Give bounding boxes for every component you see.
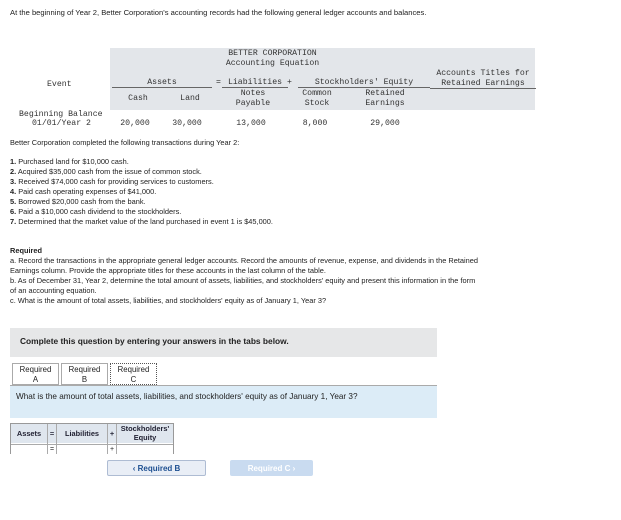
beginning-cash: 20,000 (120, 119, 150, 128)
common-column-header-line2: Stock (304, 99, 330, 108)
notes-column-header-line2: Payable (235, 99, 271, 108)
account-titles-header-line1: Accounts Titles for (436, 69, 530, 78)
column-divider (47, 424, 48, 454)
se-header-line2: Equity (133, 432, 157, 442)
column-divider (56, 424, 57, 454)
stockholders-equity-column-header (117, 424, 173, 443)
chevron-right-icon: › (292, 464, 296, 473)
liabilities-column-header: Liabilities (57, 424, 107, 443)
tab-label-line2: B (81, 375, 88, 384)
required-title: Required (10, 246, 43, 255)
tab-label-line1: Required (117, 365, 150, 374)
list-item: 6. Paid a $10,000 cash dividend to the stockholders. (10, 207, 182, 216)
assets-column-header: Assets (11, 424, 47, 443)
cash-column-header: Cash (128, 94, 148, 103)
next-button-label: Required C (247, 464, 291, 473)
land-column-header: Land (180, 94, 200, 103)
liabilities-header: Liabilities (222, 78, 288, 88)
prev-button-label: Required B (137, 464, 181, 473)
tab-required-b[interactable] (61, 363, 108, 385)
instructions-banner (10, 328, 437, 357)
column-divider (107, 424, 108, 454)
required-a-text: a. Record the transactions in the appropriate general ledger accounts. Record the amounts of revenue, expense, and dividends in the Retained Earnings column. Provide the appropriate titles for these accounts in the last column of the table. (10, 256, 478, 275)
plus-cell: + (109, 446, 115, 453)
required-b-text: b. As of December 31, Year 2, determine the total amount of assets, liabilities, and stockholders' equity and present this information in the form of an accounting equation. (10, 276, 476, 295)
equals-header: = (48, 424, 56, 443)
event-header: Event (47, 80, 72, 89)
tab-required-a[interactable] (12, 363, 59, 385)
plus-header: + (108, 424, 116, 443)
se-cell (117, 444, 173, 454)
tab-label-line1: Required (19, 365, 52, 374)
beginning-common-stock: 8,000 (302, 119, 328, 128)
tab-label-line2: C (130, 375, 137, 384)
list-item: 3. Received $74,000 cash for providing services to customers. (10, 177, 214, 186)
transactions-list (10, 157, 273, 227)
account-titles-header-line2: Retained Earnings (430, 79, 536, 89)
se-header-line1: Stockholders' (120, 424, 170, 433)
chevron-left-icon: ‹ (132, 464, 136, 473)
question-text: What is the amount of total assets, liabilities, and stockholders' equity as of January 1, Year 3? (16, 392, 358, 401)
beginning-notes-payable: 13,000 (236, 119, 266, 128)
required-c-text: c. What is the amount of total assets, liabilities, and stockholders' equity as of January 1, Year 3? (10, 296, 327, 305)
retained-column-header-line1: Retained (365, 89, 405, 98)
list-item: 5. Borrowed $20,000 cash from the bank. (10, 197, 146, 206)
equation-subtitle: Accounting Equation (225, 59, 320, 68)
list-item: 4. Paid cash operating expenses of $41,000. (10, 187, 157, 196)
equals-sign: = (216, 78, 221, 87)
list-item: 2. Acquired $35,000 cash from the issue of common stock. (10, 167, 202, 176)
stockholders-equity-header: Stockholders' Equity (298, 78, 430, 88)
assets-cell (11, 444, 47, 454)
beginning-land: 30,000 (172, 119, 202, 128)
tab-required-c[interactable] (110, 363, 157, 385)
beginning-balance-date: 01/01/Year 2 (32, 119, 91, 128)
intro-text: At the beginning of Year 2, Better Corporation's accounting records had the following general ledger accounts and balances. (10, 8, 427, 17)
banner-text: Complete this question by entering your answers in the tabs below. (20, 336, 289, 346)
beginning-retained-earnings: 29,000 (370, 119, 400, 128)
notes-column-header-line1: Notes (240, 89, 266, 98)
retained-column-header-line2: Earnings (365, 99, 405, 108)
next-required-c-button[interactable] (230, 460, 313, 476)
column-divider (116, 424, 117, 454)
question-box (10, 386, 437, 418)
liabilities-cell (57, 444, 107, 454)
assets-input[interactable] (11, 452, 47, 461)
required-section (10, 246, 482, 306)
assets-header: Assets (112, 78, 212, 88)
previous-required-b-button[interactable] (107, 460, 206, 476)
tab-label-line2: A (32, 375, 39, 384)
list-item: 1. Purchased land for $10,000 cash. (10, 157, 129, 166)
plus-sign: + (287, 78, 292, 87)
transactions-intro: Better Corporation completed the following transactions during Year 2: (10, 138, 240, 147)
list-item: 7. Determined that the market value of the land purchased in event 1 is $45,000. (10, 217, 273, 226)
liabilities-input[interactable] (57, 452, 107, 461)
tab-label-line1: Required (68, 365, 101, 374)
equals-cell: = (49, 446, 55, 453)
answer-equation-grid (10, 423, 174, 454)
beginning-balance-label: Beginning Balance (19, 110, 103, 119)
common-column-header-line1: Common (302, 89, 332, 98)
company-name: BETTER CORPORATION (228, 49, 317, 58)
